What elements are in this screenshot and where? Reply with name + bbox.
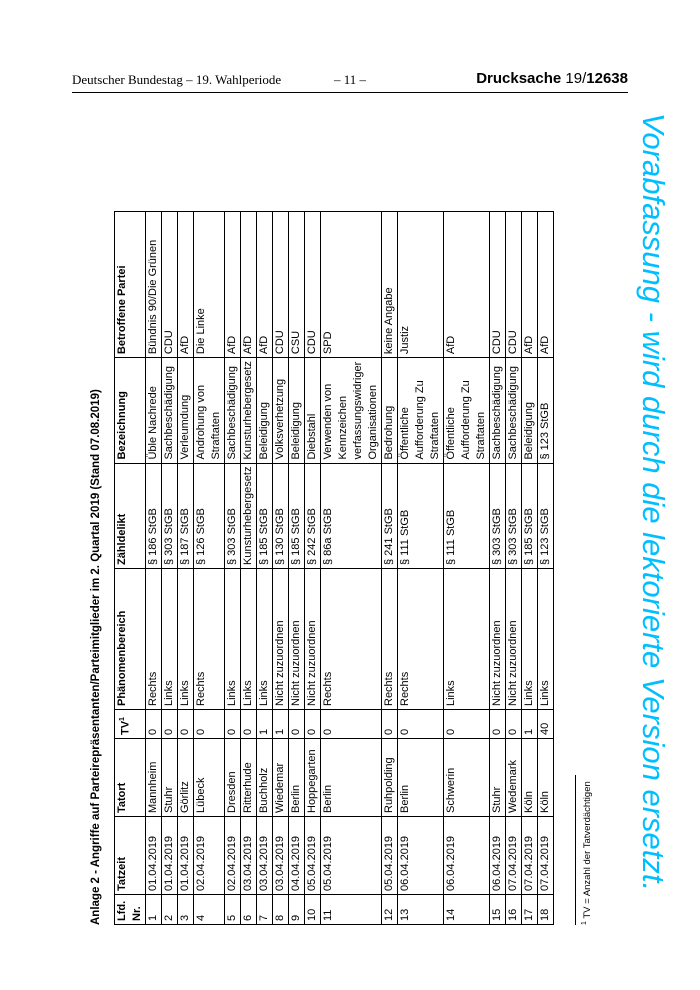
cell-tatzeit: 07.04.2019: [506, 817, 522, 895]
cell-tatzeit: 02.04.2019: [225, 817, 241, 895]
cell-delikt: § 303 StGB: [506, 463, 522, 568]
cell-bezeichnung: Sachbeschädigung: [490, 358, 506, 463]
col-bereich: Phänomenbereich: [115, 569, 146, 710]
cell-nr: 1: [146, 895, 162, 925]
cell-tatort: Berlin: [398, 739, 444, 817]
cell-tatort: Berlin: [289, 739, 305, 817]
cell-bezeichnung: Androhung von Straftaten: [194, 358, 225, 463]
cell-nr: 16: [506, 895, 522, 925]
cell-bezeichnung: Öffentliche Aufforderung Zu Straftaten: [398, 358, 444, 463]
cell-tatzeit: 03.04.2019: [241, 817, 257, 895]
cell-delikt: § 185 StGB: [257, 463, 273, 568]
cell-nr: 14: [444, 895, 490, 925]
cell-nr: 5: [225, 895, 241, 925]
cell-tatort: Lübeck: [194, 739, 225, 817]
cell-tatzeit: 06.04.2019: [490, 817, 506, 895]
cell-delikt: § 111 StGB: [444, 463, 490, 568]
cell-tatort: Schwerin: [444, 739, 490, 817]
cell-tv: 1: [257, 710, 273, 739]
cell-partei: AfD: [522, 212, 538, 358]
cell-tv: 0: [321, 710, 382, 739]
footnote: [581, 781, 593, 925]
cell-nr: 17: [522, 895, 538, 925]
page-header: [72, 72, 628, 90]
cell-partei: AfD: [178, 212, 194, 358]
table-row: [506, 212, 522, 925]
cell-tv: 0: [241, 710, 257, 739]
cell-tatzeit: 03.04.2019: [273, 817, 289, 895]
cell-bereich: Links: [538, 569, 554, 710]
cell-nr: 9: [289, 895, 305, 925]
cell-tatzeit: 01.04.2019: [162, 817, 178, 895]
publication-title: Deutscher Bundestag – 19. Wahlperiode: [72, 72, 282, 87]
cell-bereich: Links: [241, 569, 257, 710]
cell-partei: CDU: [506, 212, 522, 358]
col-tv-label: TV: [119, 720, 132, 735]
cell-tatzeit: 07.04.2019: [522, 817, 538, 895]
table-body: [146, 212, 554, 925]
cell-nr: 8: [273, 895, 289, 925]
cell-bereich: Rechts: [146, 569, 162, 710]
cell-tatort: Köln: [538, 739, 554, 817]
table-row: [273, 212, 289, 925]
cell-delikt: § 241 StGB: [382, 463, 398, 568]
cell-bezeichnung: Öffentliche Aufforderung Zu Straftaten: [444, 358, 490, 463]
cell-delikt: § 186 StGB: [146, 463, 162, 568]
cell-tv: 0: [490, 710, 506, 739]
cell-delikt: Kunsturhebergesetz: [241, 463, 257, 568]
cell-tv: 0: [398, 710, 444, 739]
cell-tatort: Stuhr: [490, 739, 506, 817]
col-nr: Lfd. Nr.: [115, 895, 146, 925]
cell-bereich: Rechts: [321, 569, 382, 710]
cell-nr: 10: [305, 895, 321, 925]
cell-nr: 12: [382, 895, 398, 925]
cell-bezeichnung: Beleidigung: [522, 358, 538, 463]
rotated-content: [90, 105, 600, 925]
col-tv-footnote-ref: 1: [119, 717, 126, 721]
cell-tatzeit: 05.04.2019: [305, 817, 321, 895]
cell-partei: AfD: [444, 212, 490, 358]
cell-tatort: Ritterhude: [241, 739, 257, 817]
cell-delikt: § 123 StGB: [538, 463, 554, 568]
col-tatort: Tatort: [115, 739, 146, 817]
cell-tatzeit: 04.04.2019: [289, 817, 305, 895]
cell-nr: 2: [162, 895, 178, 925]
cell-partei: CDU: [490, 212, 506, 358]
cell-partei: Bündnis 90/Die Grünen: [146, 212, 162, 358]
cell-bezeichnung: Verwenden von Kennzeichen verfassungswidriger Organisationen: [321, 358, 382, 463]
footnote-marker: 1: [581, 921, 588, 925]
cell-bereich: Nicht zuzuordnen: [305, 569, 321, 710]
cell-tatzeit: 03.04.2019: [257, 817, 273, 895]
table-row: [490, 212, 506, 925]
document-number-value: 12638: [586, 70, 628, 87]
cell-tatort: Mannheim: [146, 739, 162, 817]
cell-tatort: Wiedemar: [273, 739, 289, 817]
cell-tatort: Buchholz: [257, 739, 273, 817]
cell-tv: 0: [382, 710, 398, 739]
cell-bereich: Rechts: [398, 569, 444, 710]
header-rule: [72, 92, 628, 93]
cell-delikt: § 303 StGB: [490, 463, 506, 568]
cell-tatzeit: 06.04.2019: [444, 817, 490, 895]
cell-delikt: § 303 StGB: [162, 463, 178, 568]
cell-bezeichnung: § 123 StGB: [538, 358, 554, 463]
cell-delikt: § 303 StGB: [225, 463, 241, 568]
cell-tatzeit: 01.04.2019: [178, 817, 194, 895]
cell-tatzeit: 07.04.2019: [538, 817, 554, 895]
table-row: [382, 212, 398, 925]
table-row: [305, 212, 321, 925]
cell-bezeichnung: Sachbeschädigung: [506, 358, 522, 463]
cell-tatzeit: 02.04.2019: [194, 817, 225, 895]
cell-tatort: Ruhpolding: [382, 739, 398, 817]
cell-tv: 0: [194, 710, 225, 739]
cell-delikt: § 185 StGB: [522, 463, 538, 568]
table-row: [241, 212, 257, 925]
cell-partei: AfD: [257, 212, 273, 358]
cell-partei: CSU: [289, 212, 305, 358]
table-row: [146, 212, 162, 925]
document-number-prefix: 19/: [565, 70, 587, 87]
cell-partei: SPD: [321, 212, 382, 358]
attacks-table: [114, 211, 554, 925]
cell-tv: 0: [506, 710, 522, 739]
table-row: [522, 212, 538, 925]
cell-bereich: Nicht zuzuordnen: [273, 569, 289, 710]
cell-tv: 0: [289, 710, 305, 739]
cell-delikt: § 187 StGB: [178, 463, 194, 568]
cell-tatzeit: 06.04.2019: [398, 817, 444, 895]
document-number: [476, 70, 628, 87]
footnote-text: TV = Anzahl der Tatverdächtigen: [582, 781, 594, 919]
table-row: [289, 212, 305, 925]
cell-bereich: Links: [178, 569, 194, 710]
cell-delikt: § 111 StGB: [398, 463, 444, 568]
table-row: [321, 212, 382, 925]
cell-bereich: Rechts: [382, 569, 398, 710]
cell-delikt: § 130 StGB: [273, 463, 289, 568]
cell-tatort: Berlin: [321, 739, 382, 817]
cell-tv: 0: [146, 710, 162, 739]
cell-tv: 0: [305, 710, 321, 739]
table-row: [194, 212, 225, 925]
table-row: [257, 212, 273, 925]
footnote-rule: [575, 775, 576, 925]
cell-nr: 13: [398, 895, 444, 925]
table-row: [444, 212, 490, 925]
cell-nr: 6: [241, 895, 257, 925]
cell-partei: Justiz: [398, 212, 444, 358]
cell-tatort: Stuhr: [162, 739, 178, 817]
cell-bezeichnung: Sachbeschädigung: [225, 358, 241, 463]
cell-bereich: Nicht zuzuordnen: [289, 569, 305, 710]
table-row: [162, 212, 178, 925]
cell-tatzeit: 01.04.2019: [146, 817, 162, 895]
cell-bezeichnung: Volksverhetzung: [273, 358, 289, 463]
cell-tv: 0: [178, 710, 194, 739]
cell-delikt: § 126 StGB: [194, 463, 225, 568]
col-tatzeit: Tatzeit: [115, 817, 146, 895]
cell-tv: 0: [444, 710, 490, 739]
cell-tv: 1: [273, 710, 289, 739]
cell-tv: 40: [538, 710, 554, 739]
col-tv: [115, 710, 146, 739]
cell-tv: 0: [225, 710, 241, 739]
cell-tatzeit: 05.04.2019: [321, 817, 382, 895]
cell-bereich: Links: [522, 569, 538, 710]
cell-bezeichnung: Beleidigung: [289, 358, 305, 463]
table-row: [225, 212, 241, 925]
table-header-row: [115, 212, 146, 925]
cell-nr: 18: [538, 895, 554, 925]
cell-bereich: Links: [225, 569, 241, 710]
cell-bezeichnung: Sachbeschädigung: [162, 358, 178, 463]
cell-partei: AfD: [225, 212, 241, 358]
table-row: [178, 212, 194, 925]
cell-delikt: § 185 StGB: [289, 463, 305, 568]
cell-partei: CDU: [162, 212, 178, 358]
cell-nr: 3: [178, 895, 194, 925]
col-bezeichnung: Bezeichnung: [115, 358, 146, 463]
cell-nr: 7: [257, 895, 273, 925]
cell-partei: Die Linke: [194, 212, 225, 358]
cell-partei: AfD: [538, 212, 554, 358]
cell-tv: 1: [522, 710, 538, 739]
cell-bereich: Nicht zuzuordnen: [506, 569, 522, 710]
cell-bezeichnung: Verleumdung: [178, 358, 194, 463]
watermark-text: Vorabfassung - wird durch die lektorierte Version ersetzt.: [636, 112, 671, 892]
cell-bereich: Nicht zuzuordnen: [490, 569, 506, 710]
cell-bereich: Links: [162, 569, 178, 710]
cell-bereich: Links: [257, 569, 273, 710]
cell-nr: 4: [194, 895, 225, 925]
cell-tatzeit: 05.04.2019: [382, 817, 398, 895]
cell-tatort: Wedemark: [506, 739, 522, 817]
cell-tatort: Köln: [522, 739, 538, 817]
cell-tv: 0: [162, 710, 178, 739]
page-number: – 11 –: [333, 72, 367, 87]
cell-nr: 11: [321, 895, 382, 925]
cell-bezeichnung: Kunsturhebergesetz: [241, 358, 257, 463]
cell-tatort: Dresden: [225, 739, 241, 817]
document-number-label: Drucksache: [476, 70, 562, 87]
cell-partei: AfD: [241, 212, 257, 358]
col-delikt: Zähldelikt: [115, 463, 146, 568]
cell-partei: CDU: [273, 212, 289, 358]
cell-tatort: Hoppegarten: [305, 739, 321, 817]
cell-bezeichnung: Diebstahl: [305, 358, 321, 463]
cell-delikt: § 242 StGB: [305, 463, 321, 568]
table-row: [538, 212, 554, 925]
cell-tatort: Görlitz: [178, 739, 194, 817]
cell-partei: CDU: [305, 212, 321, 358]
cell-nr: 15: [490, 895, 506, 925]
table-title: Anlage 2 - Angriffe auf Parteirepräsentanten/Parteimitglieder im 2. Quartal 2019 (Stand 07.08.2019): [90, 389, 102, 925]
cell-bezeichnung: Bedrohung: [382, 358, 398, 463]
table-row: [398, 212, 444, 925]
cell-partei: keine Angabe: [382, 212, 398, 358]
cell-bereich: Links: [444, 569, 490, 710]
cell-delikt: § 86a StGB: [321, 463, 382, 568]
col-partei: Betroffene Partei: [115, 212, 146, 358]
cell-bereich: Rechts: [194, 569, 225, 710]
cell-bezeichnung: Beleidigung: [257, 358, 273, 463]
cell-bezeichnung: Üble Nachrede: [146, 358, 162, 463]
